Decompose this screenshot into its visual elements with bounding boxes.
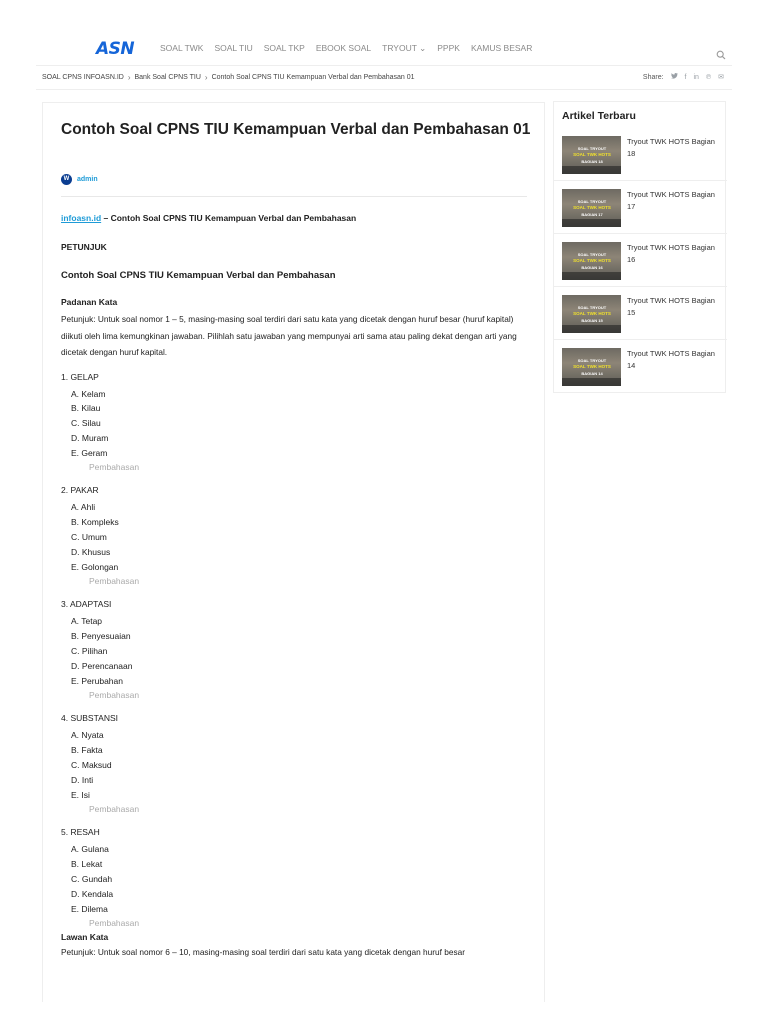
avatar: W [61, 174, 72, 185]
breadcrumb-category[interactable]: Bank Soal CPNS TIU [134, 74, 201, 81]
answer-option: C. Umum [71, 532, 107, 543]
answer-option: A. Ahli [71, 502, 96, 513]
thumbnail-line-1: SOAL TRYOUT [577, 252, 607, 257]
answer-options [61, 500, 527, 588]
question-text: 4. SUBSTANSI [61, 713, 118, 724]
thumbnail-line-2: SOAL TWK HOTS [573, 258, 611, 263]
sidebar-title: Artikel Terbaru [562, 110, 636, 122]
intro-line [61, 212, 527, 224]
breadcrumb-home[interactable]: SOAL CPNS INFOASN.ID [42, 74, 124, 81]
answer-option: B. Fakta [71, 745, 103, 756]
nav-item-soal-tiu[interactable]: SOAL TIU [214, 43, 253, 53]
answer-option: B. Penyesuaian [71, 631, 131, 642]
recent-article-item[interactable] [554, 287, 727, 340]
nav-item-ebook-soal[interactable]: EBOOK SOAL [315, 43, 372, 53]
answer-option: B. Kompleks [71, 517, 119, 528]
answer-options [61, 842, 527, 930]
linkedin-icon[interactable]: in [693, 73, 699, 81]
author-link[interactable]: admin [77, 176, 98, 183]
site-logo[interactable]: ASN [96, 39, 135, 59]
petunjuk-heading: PETUNJUK [61, 242, 107, 252]
thumbnail-number: 14 [598, 371, 603, 376]
article-thumbnail[interactable] [562, 189, 621, 227]
search-icon[interactable] [716, 50, 726, 60]
question-text: 3. ADAPTASI [61, 599, 112, 610]
thumbnail-line-3 [572, 371, 612, 376]
thumbnail-shade [562, 272, 621, 280]
nav-item-tryout[interactable]: TRYOUT ⌄ [382, 43, 427, 53]
article-thumbnail[interactable] [562, 242, 621, 280]
nav-item-soal-twk[interactable]: SOAL TWK [160, 43, 204, 53]
answer-option: A. Tetap [71, 616, 103, 627]
instruction-paragraph-2: Petunjuk: Untuk soal nomor 6 – 10, masing-masing soal terdiri dari satu kata yang dicetak dengan huruf besar [61, 947, 466, 958]
thumbnail-line-3 [572, 318, 612, 323]
thumbnail-line-3 [572, 265, 612, 270]
thumbnail-line-2: SOAL TWK HOTS [573, 364, 611, 369]
answer-option: C. Silau [71, 418, 101, 429]
answer-option: D. Perencanaan [71, 660, 133, 671]
recent-article-title[interactable]: Tryout TWK HOTS Bagian 17 [627, 190, 715, 211]
recent-article-title[interactable]: Tryout TWK HOTS Bagian 14 [627, 349, 715, 370]
thumbnail-shade [562, 325, 621, 333]
answer-option: E. Dilema [71, 903, 108, 914]
divider [61, 196, 527, 197]
recent-article-title[interactable]: Tryout TWK HOTS Bagian 16 [627, 243, 715, 264]
pinterest-icon[interactable]: ℗ [705, 73, 712, 81]
pembahasan-toggle[interactable]: Pembahasan [89, 804, 140, 815]
thumbnail-shade [562, 166, 621, 174]
answer-option: B. Kilau [71, 403, 101, 414]
breadcrumb-current: Contoh Soal CPNS TIU Kemampuan Verbal dan Pembahasan 01 [211, 74, 415, 81]
answer-options [61, 387, 527, 475]
pembahasan-toggle[interactable]: Pembahasan [89, 576, 140, 587]
breadcrumb-separator: › [127, 73, 131, 82]
article-thumbnail[interactable] [562, 136, 621, 174]
nav-item-soal-tkp[interactable]: SOAL TKP [263, 43, 305, 53]
thumbnail-line-1: SOAL TRYOUT [577, 146, 607, 151]
email-icon[interactable]: ✉ [718, 74, 724, 81]
thumbnail-number: 18 [598, 159, 603, 164]
breadcrumb-separator: › [204, 73, 208, 82]
answer-option: D. Khusus [71, 546, 111, 557]
thumbnail-bagian-label: BAGIAN [581, 371, 598, 376]
thumbnail-shade [562, 219, 621, 227]
recent-article-item[interactable] [554, 128, 727, 181]
question-text: 5. RESAH [61, 827, 100, 838]
thumbnail-caption [572, 199, 612, 219]
article-card [42, 102, 545, 1002]
site-header [36, 30, 732, 66]
share-label: Share: [642, 73, 664, 81]
thumbnail-number: 17 [598, 212, 603, 217]
section-padanan-kata: Padanan Kata [61, 297, 118, 307]
section-lawan-kata: Lawan Kata [61, 932, 109, 943]
thumbnail-caption [572, 146, 612, 166]
share-bar [643, 73, 724, 81]
recent-article-item[interactable] [554, 181, 727, 234]
thumbnail-line-2: SOAL TWK HOTS [573, 205, 611, 210]
thumbnail-bagian-label: BAGIAN [581, 212, 598, 217]
recent-article-title[interactable]: Tryout TWK HOTS Bagian 18 [627, 137, 715, 158]
pembahasan-toggle[interactable]: Pembahasan [89, 918, 140, 929]
answer-option: A. Nyata [71, 730, 104, 741]
thumbnail-line-2: SOAL TWK HOTS [573, 152, 611, 157]
nav-item-pppk[interactable]: PPPK [437, 43, 460, 53]
thumbnail-line-2: SOAL TWK HOTS [573, 311, 611, 316]
answer-option: E. Golongan [71, 561, 119, 572]
answer-option: C. Gundah [71, 874, 113, 885]
article-thumbnail[interactable] [562, 348, 621, 386]
thumbnail-number: 15 [598, 318, 603, 323]
breadcrumb [42, 73, 415, 82]
answer-option: D. Inti [71, 774, 94, 785]
thumbnail-line-1: SOAL TRYOUT [577, 305, 607, 310]
question-text: 2. PAKAR [61, 485, 99, 496]
thumbnail-line-3 [572, 212, 612, 217]
thumbnail-caption [572, 358, 612, 378]
answer-option: C. Maksud [71, 760, 112, 771]
article-thumbnail[interactable] [562, 295, 621, 333]
thumbnail-line-3 [572, 159, 612, 164]
recent-article-item[interactable] [554, 340, 727, 393]
answer-option: E. Geram [71, 447, 108, 458]
thumbnail-number: 16 [598, 265, 603, 270]
answer-option: C. Pilihan [71, 646, 108, 657]
pembahasan-toggle[interactable]: Pembahasan [89, 462, 140, 473]
answer-option: D. Muram [71, 432, 109, 443]
twitter-icon[interactable] [671, 73, 678, 81]
nav-item-kamus-besar[interactable]: KAMUS BESAR [470, 43, 533, 53]
thumbnail-bagian-label: BAGIAN [581, 159, 598, 164]
thumbnail-bagian-label: BAGIAN [581, 265, 598, 270]
recent-article-title[interactable]: Tryout TWK HOTS Bagian 15 [627, 296, 715, 317]
answer-option: E. Isi [71, 789, 90, 800]
thumbnail-bagian-label: BAGIAN [581, 318, 598, 323]
answer-option: B. Lekat [71, 859, 103, 870]
recent-article-item[interactable] [554, 234, 727, 287]
intro-link[interactable]: infoasn.id [61, 213, 102, 223]
thumbnail-caption [572, 252, 612, 272]
content-subheading: Contoh Soal CPNS TIU Kemampuan Verbal dan Pembahasan [61, 270, 336, 281]
answer-options [61, 614, 527, 702]
thumbnail-line-1: SOAL TRYOUT [577, 358, 607, 363]
thumbnail-line-1: SOAL TRYOUT [577, 199, 607, 204]
article-title: Contoh Soal CPNS TIU Kemampuan Verbal dan Pembahasan 01 [61, 121, 531, 138]
answer-options [61, 728, 527, 816]
facebook-icon[interactable]: f [684, 73, 687, 81]
answer-option: A. Kelam [71, 388, 106, 399]
intro-text: – Contoh Soal CPNS TIU Kemampuan Verbal dan Pembahasan [101, 213, 357, 223]
answer-option: E. Perubahan [71, 675, 123, 686]
instruction-paragraph: Petunjuk: Untuk soal nomor 1 – 5, masing-masing soal terdiri dari satu kata yang dicetak dengan huruf besar (huruf kapital) diikuti oleh lima kemungkinan jawaban. Pilihlah satu jawaban yang mempunyai arti sama atau paling dekat dengan arti yang dicetak dengan huruf kapital. [61, 314, 517, 357]
main-nav [160, 43, 543, 54]
question-text: 1. GELAP [61, 371, 99, 382]
thumbnail-shade [562, 378, 621, 386]
answer-option: D. Kendala [71, 888, 114, 899]
article-content [61, 212, 527, 957]
sidebar-recent-articles [553, 101, 726, 393]
question-list [61, 372, 527, 931]
answer-option: A. Gulana [71, 844, 109, 855]
thumbnail-caption [572, 305, 612, 325]
author-meta [61, 174, 98, 185]
pembahasan-toggle[interactable]: Pembahasan [89, 690, 140, 701]
breadcrumb-bar [36, 66, 732, 90]
